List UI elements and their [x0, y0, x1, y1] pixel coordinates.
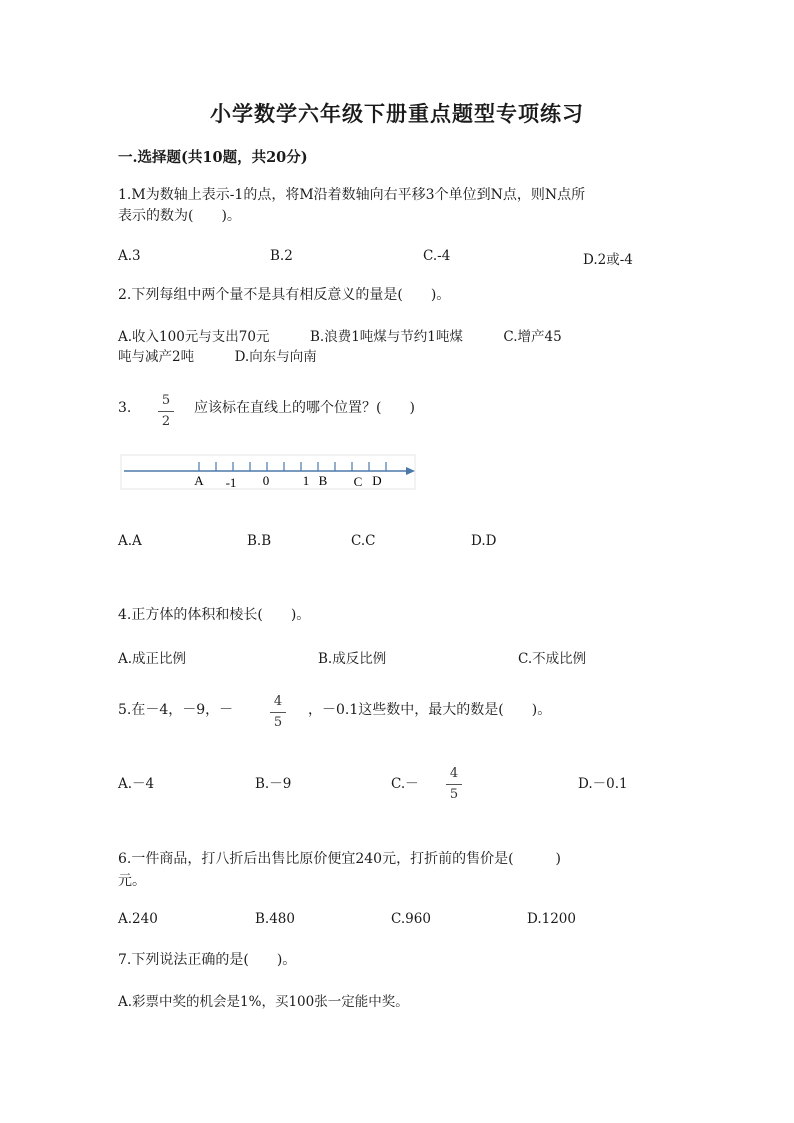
section-heading: 一.选择题(共10题，共20分) [118, 149, 308, 166]
question-2-options-line-1[interactable]: A.收入100元与支出70元 B.浪费1吨煤与节约1吨煤 C.增产45 [118, 329, 562, 345]
question-5-suffix: ，－0.1这些数中，最大的数是( )。 [308, 702, 552, 718]
question-3-fraction [156, 394, 176, 429]
question-1-line-2: 表示的数为( )。 [118, 208, 241, 224]
question-2-options-line-2[interactable]: 吨与减产2吨 D.向东与向南 [118, 349, 317, 365]
fraction-denominator: 5 [449, 787, 459, 802]
question-3-option-b[interactable]: B.B [247, 533, 272, 549]
question-6-option-a[interactable]: A.240 [118, 911, 158, 927]
fraction-bar [158, 411, 174, 412]
question-5-prefix: 5.在－4，－9，－ [118, 702, 234, 718]
fraction-denominator: 2 [161, 414, 171, 429]
question-4-option-b[interactable]: B.成反比例 [318, 651, 387, 667]
question-6-option-d[interactable]: D.1200 [527, 911, 576, 927]
fraction-bar [446, 784, 462, 785]
question-6-line-2: 元。 [118, 873, 146, 889]
fraction-numerator: 4 [273, 694, 283, 709]
number-line-arrow-icon [406, 467, 415, 475]
question-3-option-d[interactable]: D.D [471, 533, 497, 549]
number-line-label-b: B [318, 473, 328, 488]
fraction-numerator: 4 [449, 766, 459, 781]
question-5-option-c[interactable]: C.－ [391, 776, 419, 792]
question-4-option-c[interactable]: C.不成比例 [518, 651, 587, 667]
question-5-fraction [268, 695, 288, 730]
question-7-text: 7.下列说法正确的是( )。 [118, 952, 297, 968]
question-1-option-c[interactable]: C.-4 [423, 248, 451, 264]
number-line [120, 454, 420, 494]
question-7-option-a[interactable]: A.彩票中奖的机会是1%，买100张一定能中奖。 [118, 994, 409, 1010]
question-6-option-c[interactable]: C.960 [391, 911, 431, 927]
question-5-option-a[interactable]: A.－4 [118, 776, 155, 792]
fraction-numerator: 5 [161, 393, 171, 408]
question-3-number: 3. [118, 400, 132, 416]
question-1-line-1: 1.M为数轴上表示-1的点，将M沿着数轴向右平移3个单位到N点，则N点所 [118, 187, 586, 203]
question-4-option-a[interactable]: A.成正比例 [118, 651, 187, 667]
question-5-option-d[interactable]: D.－0.1 [578, 776, 628, 792]
page-title: 小学数学六年级下册重点题型专项练习 [210, 101, 584, 126]
fraction-denominator: 5 [273, 715, 283, 730]
number-line-ticks [199, 462, 386, 471]
question-2-text: 2.下列每组中两个量不是具有相反意义的量是( )。 [118, 287, 451, 303]
question-4-text: 4.正方体的体积和棱长( )。 [118, 607, 311, 623]
number-line-label-minus-1: -1 [225, 475, 237, 490]
question-3-option-c[interactable]: C.C [351, 533, 376, 549]
question-5-option-c-fraction [444, 767, 464, 802]
number-line-label-0: 0 [262, 473, 270, 488]
number-line-label-a: A [194, 473, 204, 488]
number-line-label-d: D [372, 473, 382, 488]
question-5-option-b[interactable]: B.－9 [255, 776, 292, 792]
number-line-label-1: 1 [302, 473, 310, 488]
fraction-bar [270, 712, 286, 713]
question-6-option-b[interactable]: B.480 [255, 911, 295, 927]
question-6-line-1: 6.一件商品，打八折后出售比原价便宜240元，打折前的售价是( ) [118, 851, 562, 867]
question-3-option-a[interactable]: A.A [118, 533, 142, 549]
question-3-text: 应该标在直线上的哪个位置？( ) [194, 400, 415, 416]
question-1-option-a[interactable]: A.3 [118, 248, 141, 264]
question-1-option-d[interactable]: D.2或-4 [583, 252, 633, 268]
question-1-option-b[interactable]: B.2 [270, 248, 293, 264]
number-line-label-c: C [353, 474, 363, 489]
